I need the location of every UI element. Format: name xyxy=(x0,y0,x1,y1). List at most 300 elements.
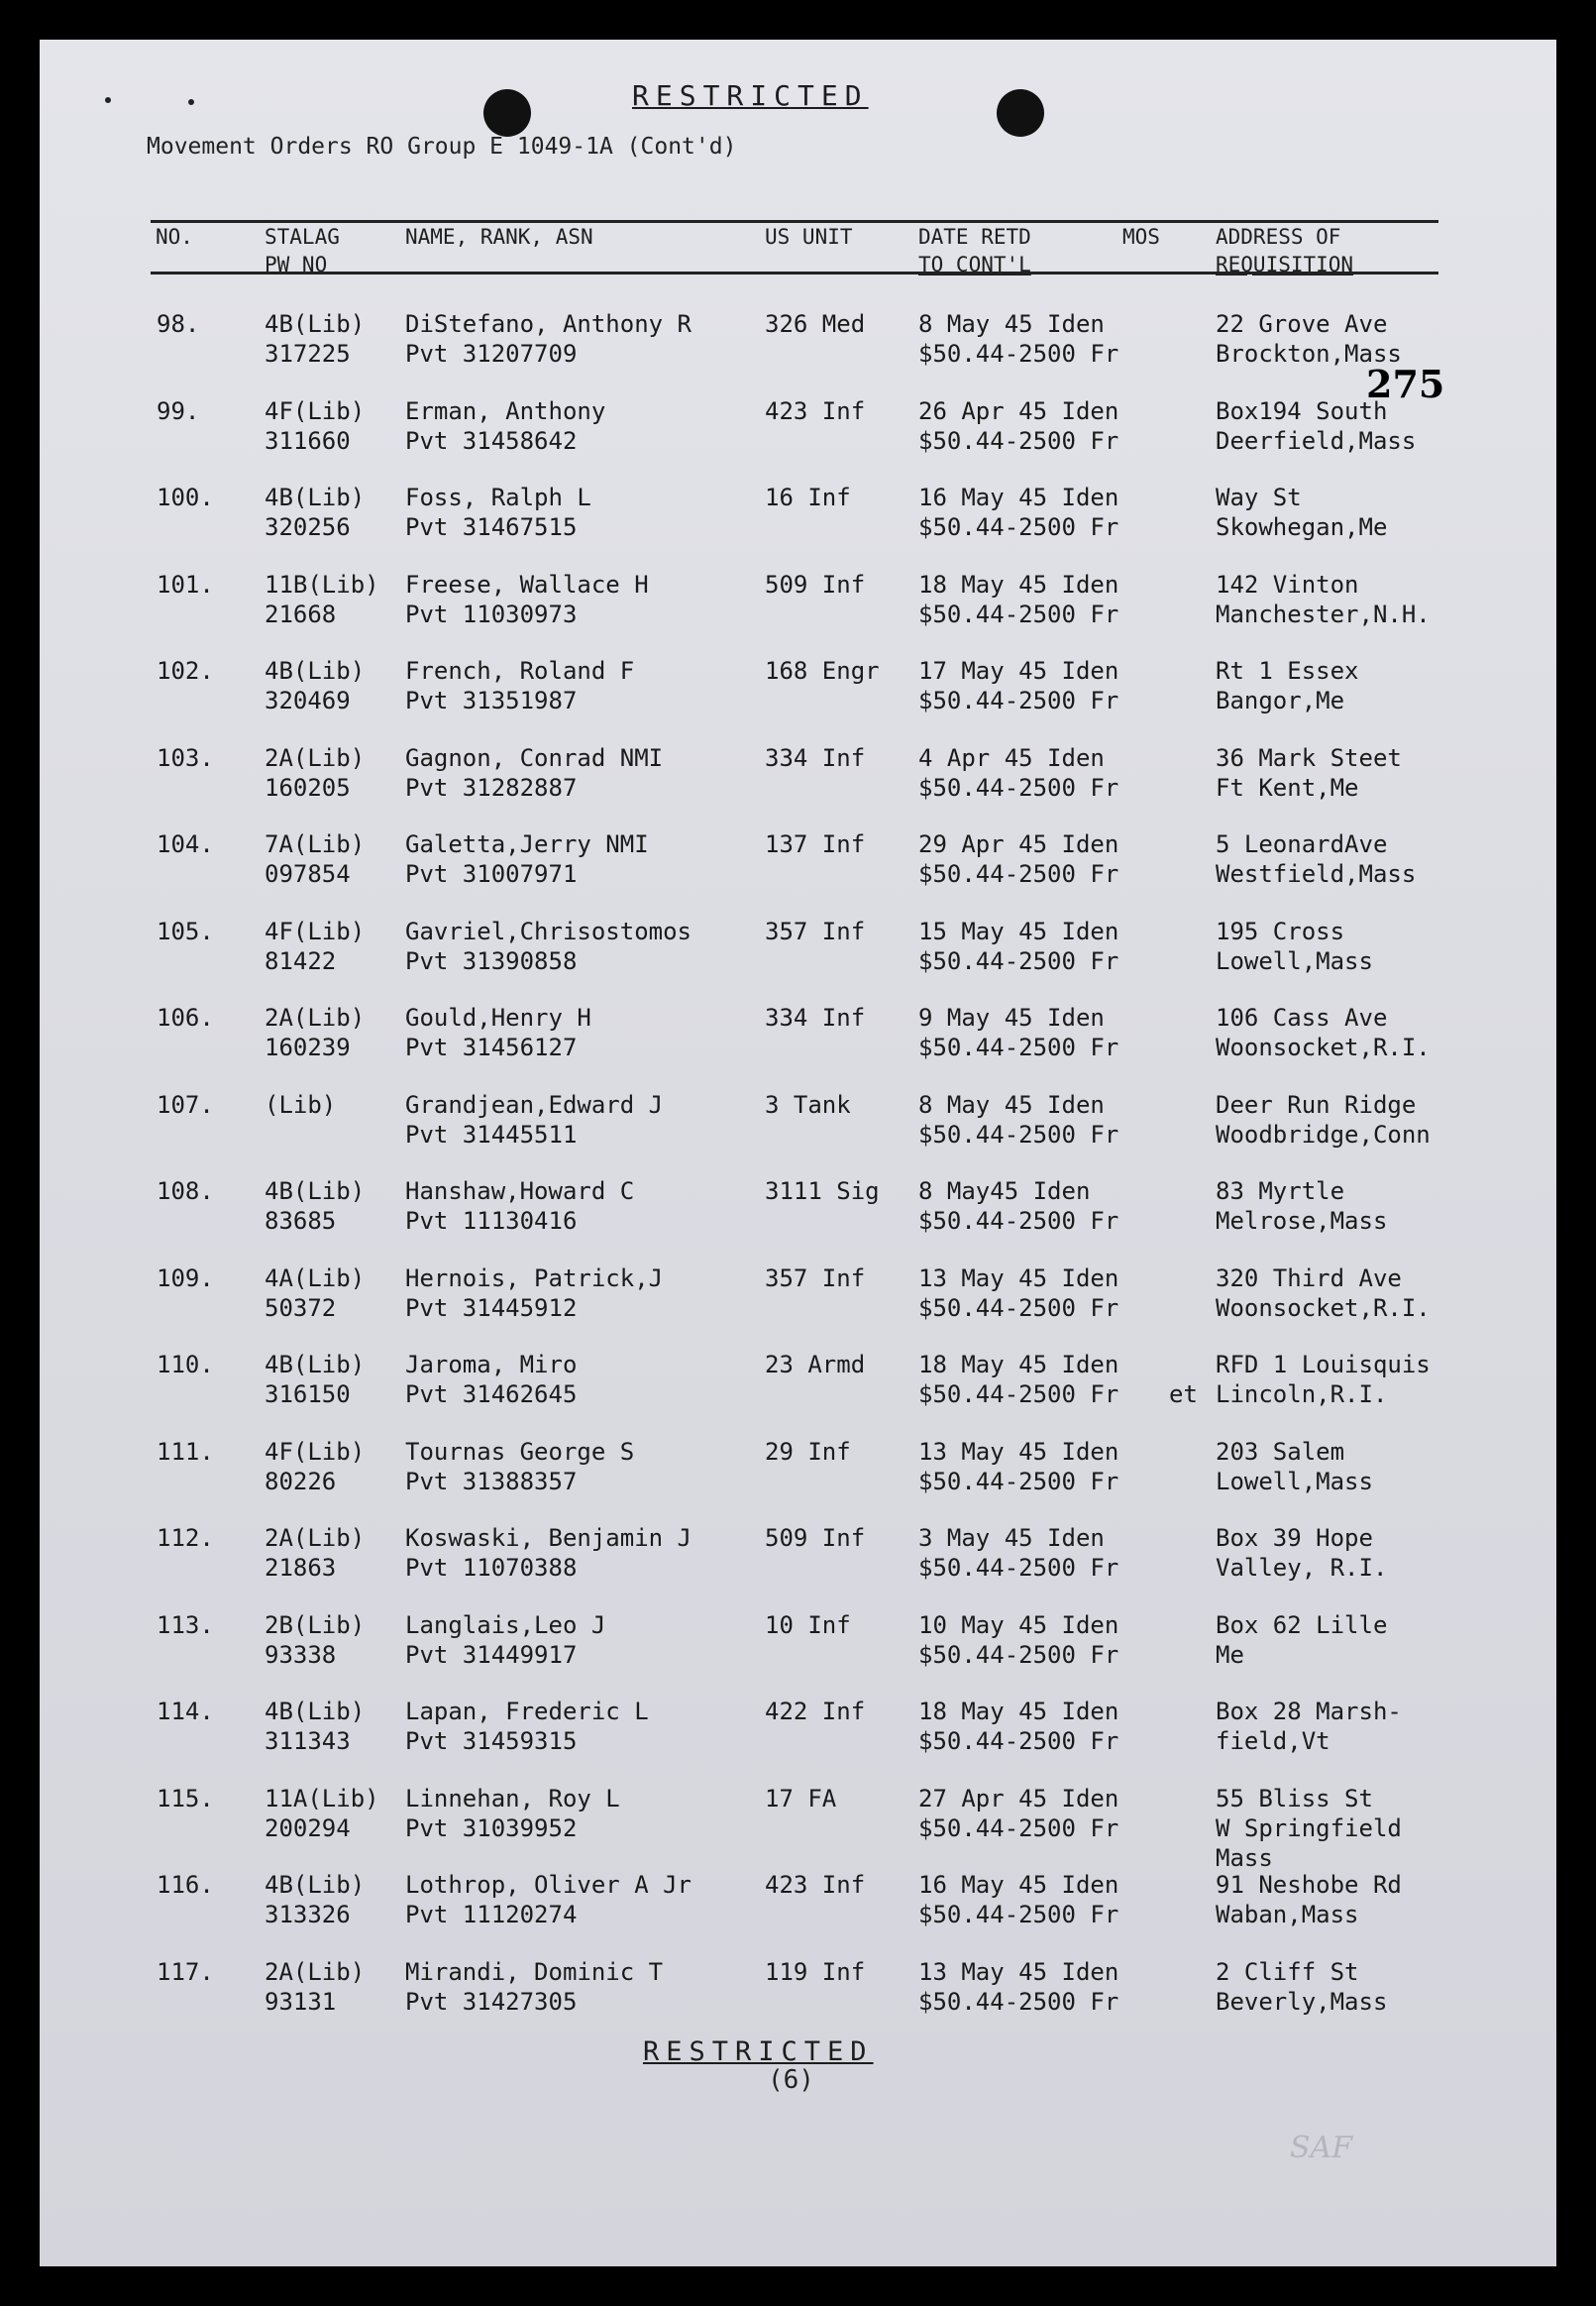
stalag-pw-number-line: 4B(Lib) xyxy=(265,1177,366,1205)
address-line: Lowell,Mass xyxy=(1216,1468,1373,1495)
address-line: Waban,Mass xyxy=(1216,1901,1359,1928)
stalag-pw-number-line: 7A(Lib) xyxy=(265,830,366,858)
name-rank-asn xyxy=(405,829,649,889)
date-returned xyxy=(918,309,1118,369)
date-returned-line: $50.44-2500 Fr xyxy=(918,340,1119,368)
us-unit xyxy=(765,1523,865,1553)
name-rank-asn-line: Koswaski, Benjamin J xyxy=(405,1524,692,1552)
row-number-line: 100. xyxy=(157,484,214,511)
table-row xyxy=(40,483,1556,544)
name-rank-asn-line: Pvt 31462645 xyxy=(405,1380,578,1408)
date-returned-line: $50.44-2500 Fr xyxy=(918,513,1119,541)
address xyxy=(1216,743,1402,803)
us-unit xyxy=(765,1003,865,1033)
row-number xyxy=(157,1090,214,1120)
address-line: Way St xyxy=(1216,484,1302,511)
name-rank-asn-line: DiStefano, Anthony R xyxy=(405,310,692,338)
row-number-line: 113. xyxy=(157,1611,214,1639)
date-returned-line: 10 May 45 Iden xyxy=(918,1611,1119,1639)
stalag-pw-number-line: 316150 xyxy=(265,1380,351,1408)
date-returned-line: $50.44-2500 Fr xyxy=(918,1207,1119,1235)
address-line: 55 Bliss St xyxy=(1216,1785,1373,1812)
date-returned xyxy=(918,396,1118,456)
address xyxy=(1216,1957,1387,2017)
stalag-pw-number-line: 4B(Lib) xyxy=(265,657,366,685)
name-rank-asn-line: Langlais,Leo J xyxy=(405,1611,606,1639)
row-number xyxy=(157,656,214,686)
us-unit-line: 119 Inf xyxy=(765,1958,866,1986)
us-unit xyxy=(765,1784,836,1813)
us-unit-line: 3 Tank xyxy=(765,1091,851,1119)
row-number xyxy=(157,1784,214,1813)
column-header-stalag: STALAG PW NO xyxy=(265,225,340,276)
address xyxy=(1216,1263,1431,1323)
stalag-pw-number xyxy=(265,1523,365,1583)
row-number xyxy=(157,1437,214,1467)
us-unit xyxy=(765,396,865,426)
address-line: Skowhegan,Me xyxy=(1216,513,1388,541)
row-number xyxy=(157,1350,214,1379)
date-returned-line: 18 May 45 Iden xyxy=(918,1698,1119,1725)
us-unit xyxy=(765,743,865,773)
name-rank-asn-line: Pvt 31207709 xyxy=(405,340,578,368)
stalag-pw-number-line: 2A(Lib) xyxy=(265,1004,366,1032)
row-number xyxy=(157,1003,214,1033)
row-number-line: 106. xyxy=(157,1004,214,1032)
stalag-pw-number-line: 317225 xyxy=(265,340,351,368)
row-number-line: 108. xyxy=(157,1177,214,1205)
stalag-pw-number-line: 80226 xyxy=(265,1468,337,1495)
row-number-line: 114. xyxy=(157,1698,214,1725)
table-row xyxy=(40,829,1556,891)
stalag-pw-number xyxy=(265,1003,365,1062)
row-number-line: 105. xyxy=(157,918,214,945)
row-number-line: 107. xyxy=(157,1091,214,1119)
ink-speck xyxy=(188,99,194,105)
stalag-pw-number xyxy=(265,1350,365,1409)
row-number-line: 101. xyxy=(157,571,214,599)
stalag-pw-number-line: 4B(Lib) xyxy=(265,1871,366,1899)
name-rank-asn xyxy=(405,1870,692,1929)
row-number xyxy=(157,1870,214,1900)
row-number-line: 110. xyxy=(157,1351,214,1378)
address-line: Mass xyxy=(1216,1844,1273,1872)
page-stamp-number: 275 xyxy=(1366,362,1445,406)
name-rank-asn-line: Gagnon, Conrad NMI xyxy=(405,744,664,772)
date-returned-line: 16 May 45 Iden xyxy=(918,484,1119,511)
date-returned xyxy=(918,1784,1118,1843)
row-number xyxy=(157,917,214,946)
address-line: 195 Cross xyxy=(1216,918,1345,945)
stalag-pw-number xyxy=(265,1090,336,1120)
table-row xyxy=(40,1870,1556,1931)
address-line: Bangor,Me xyxy=(1216,687,1345,714)
name-rank-asn-line: Grandjean,Edward J xyxy=(405,1091,664,1119)
us-unit xyxy=(765,1176,880,1206)
name-rank-asn xyxy=(405,656,634,715)
us-unit-line: 423 Inf xyxy=(765,1871,866,1899)
us-unit-line: 357 Inf xyxy=(765,918,866,945)
date-returned-line: 26 Apr 45 Iden xyxy=(918,397,1119,425)
date-returned xyxy=(918,917,1118,976)
row-number-line: 102. xyxy=(157,657,214,685)
address xyxy=(1216,917,1373,976)
row-number xyxy=(157,309,199,339)
table-row xyxy=(40,1784,1556,1872)
row-number-line: 104. xyxy=(157,830,214,858)
date-returned xyxy=(918,656,1118,715)
name-rank-asn-line: Pvt 31007971 xyxy=(405,860,578,888)
name-rank-asn-line: Lothrop, Oliver A Jr xyxy=(405,1871,692,1899)
name-rank-asn xyxy=(405,1697,649,1756)
address-line: 5 LeonardAve xyxy=(1216,830,1388,858)
us-unit-line: 17 FA xyxy=(765,1785,837,1812)
table-row xyxy=(40,1090,1556,1152)
stalag-pw-number-line: 21863 xyxy=(265,1554,337,1582)
us-unit xyxy=(765,917,865,946)
name-rank-asn-line: Linnehan, Roy L xyxy=(405,1785,620,1812)
header-rule xyxy=(151,272,1438,275)
name-rank-asn-line: French, Roland F xyxy=(405,657,635,685)
stalag-pw-number-line: 21668 xyxy=(265,601,337,628)
address-line: Beverly,Mass xyxy=(1216,1988,1388,2016)
address xyxy=(1216,483,1387,542)
table-row xyxy=(40,1003,1556,1064)
date-returned-line: 8 May 45 Iden xyxy=(918,1091,1105,1119)
name-rank-asn-line: Erman, Anthony xyxy=(405,397,606,425)
date-returned xyxy=(918,1350,1118,1409)
date-returned-line: 27 Apr 45 Iden xyxy=(918,1785,1119,1812)
stalag-pw-number-line: 311660 xyxy=(265,427,351,455)
address-line: field,Vt xyxy=(1216,1727,1330,1755)
stalag-pw-number-line: 160205 xyxy=(265,774,351,802)
us-unit-line: 422 Inf xyxy=(765,1698,866,1725)
date-returned-line: $50.44-2500 Fr xyxy=(918,1468,1119,1495)
column-header-no: NO. xyxy=(156,225,193,249)
address xyxy=(1216,1350,1431,1409)
stalag-pw-number xyxy=(265,743,365,803)
name-rank-asn-line: Pvt 31282887 xyxy=(405,774,578,802)
row-number-line: 112. xyxy=(157,1524,214,1552)
row-number xyxy=(157,396,199,426)
name-rank-asn-line: Mirandi, Dominic T xyxy=(405,1958,664,1986)
date-returned-line: $50.44-2500 Fr xyxy=(918,687,1119,714)
date-returned-line: 17 May 45 Iden xyxy=(918,657,1119,685)
us-unit xyxy=(765,1957,865,1987)
name-rank-asn-line: Galetta,Jerry NMI xyxy=(405,830,649,858)
stalag-pw-number xyxy=(265,656,365,715)
name-rank-asn-line: Pvt 31467515 xyxy=(405,513,578,541)
us-unit-line: 137 Inf xyxy=(765,830,866,858)
address-line: 203 Salem xyxy=(1216,1438,1345,1466)
date-returned-line: $50.44-2500 Fr xyxy=(918,1814,1119,1842)
us-unit-line: 423 Inf xyxy=(765,397,866,425)
stalag-pw-number-line: 11B(Lib) xyxy=(265,571,379,599)
stalag-pw-number-line: 4F(Lib) xyxy=(265,1438,366,1466)
stalag-pw-number xyxy=(265,1610,365,1670)
stalag-pw-number xyxy=(265,309,365,369)
table-row xyxy=(40,570,1556,631)
us-unit-line: 10 Inf xyxy=(765,1611,851,1639)
address xyxy=(1216,396,1416,456)
address-line: Deerfield,Mass xyxy=(1216,427,1417,455)
stalag-pw-number xyxy=(265,570,379,629)
name-rank-asn-line: Foss, Ralph L xyxy=(405,484,591,511)
stalag-pw-number-line: 50372 xyxy=(265,1294,337,1322)
row-number xyxy=(157,483,214,512)
address xyxy=(1216,1176,1387,1236)
punch-hole xyxy=(483,89,531,137)
stalag-pw-number xyxy=(265,1957,365,2017)
address xyxy=(1216,1437,1373,1496)
row-number-line: 115. xyxy=(157,1785,214,1812)
address xyxy=(1216,1870,1402,1929)
name-rank-asn-line: Pvt 31449917 xyxy=(405,1641,578,1669)
us-unit xyxy=(765,1437,851,1467)
row-number-line: 116. xyxy=(157,1871,214,1899)
address xyxy=(1216,1697,1402,1756)
name-rank-asn xyxy=(405,1176,634,1236)
table-row xyxy=(40,309,1556,371)
stalag-pw-number-line: 4B(Lib) xyxy=(265,310,366,338)
date-returned xyxy=(918,1176,1118,1236)
column-header-mos: MOS xyxy=(1122,225,1160,249)
name-rank-asn-line: Pvt 11070388 xyxy=(405,1554,578,1582)
address-line: Manchester,N.H. xyxy=(1216,601,1431,628)
address-line: Woodbridge,Conn xyxy=(1216,1121,1431,1149)
stalag-pw-number-line: 4F(Lib) xyxy=(265,397,366,425)
date-returned xyxy=(918,570,1118,629)
stalag-pw-number-line: 4B(Lib) xyxy=(265,1698,366,1725)
address-line: Me xyxy=(1216,1641,1244,1669)
table-row xyxy=(40,656,1556,717)
name-rank-asn-line: Freese, Wallace H xyxy=(405,571,649,599)
us-unit xyxy=(765,483,851,512)
name-rank-asn-line: Pvt 11030973 xyxy=(405,601,578,628)
address xyxy=(1216,829,1416,889)
date-returned-line: $50.44-2500 Fr xyxy=(918,601,1119,628)
stalag-pw-number xyxy=(265,1437,365,1496)
name-rank-asn xyxy=(405,483,591,542)
stalag-pw-number-line: 097854 xyxy=(265,860,351,888)
name-rank-asn xyxy=(405,1263,663,1323)
date-returned-line: $50.44-2500 Fr xyxy=(918,860,1119,888)
stalag-pw-number-line: 93338 xyxy=(265,1641,337,1669)
row-number xyxy=(157,1523,214,1553)
date-returned-line: 9 May 45 Iden xyxy=(918,1004,1105,1032)
address-line: 36 Mark Steet xyxy=(1216,744,1402,772)
address xyxy=(1216,570,1431,629)
address xyxy=(1216,1523,1387,1583)
name-rank-asn-line: Pvt 31388357 xyxy=(405,1468,578,1495)
address-line: Woonsocket,R.I. xyxy=(1216,1294,1431,1322)
name-rank-asn-line: Pvt 31458642 xyxy=(405,427,578,455)
stalag-pw-number xyxy=(265,1176,365,1236)
column-header-address: ADDRESS OF REQUISITION xyxy=(1216,225,1354,276)
table-row xyxy=(40,1176,1556,1238)
us-unit-line: 509 Inf xyxy=(765,571,866,599)
stalag-pw-number xyxy=(265,1870,365,1929)
name-rank-asn xyxy=(405,570,649,629)
row-number-line: 98. xyxy=(157,310,200,338)
address xyxy=(1216,1784,1402,1873)
date-returned-line: 18 May 45 Iden xyxy=(918,571,1119,599)
table-row xyxy=(40,1523,1556,1585)
name-rank-asn xyxy=(405,1610,605,1670)
date-returned-line: $50.44-2500 Fr xyxy=(918,1294,1119,1322)
date-returned-line: 8 May 45 Iden xyxy=(918,310,1105,338)
address-line: Box 39 Hope xyxy=(1216,1524,1373,1552)
address-line: Deer Run Ridge xyxy=(1216,1091,1417,1119)
name-rank-asn-line: Gavriel,Chrisostomos xyxy=(405,918,692,945)
us-unit-line: 326 Med xyxy=(765,310,866,338)
stalag-pw-number-line: 320256 xyxy=(265,513,351,541)
stalag-pw-number xyxy=(265,1263,365,1323)
address-line: Lincoln,R.I. xyxy=(1216,1380,1388,1408)
table-row xyxy=(40,743,1556,805)
address-line: Rt 1 Essex xyxy=(1216,657,1359,685)
date-returned-line: 18 May 45 Iden xyxy=(918,1351,1119,1378)
column-header-name: NAME, RANK, ASN xyxy=(405,225,593,249)
row-number-line: 111. xyxy=(157,1438,214,1466)
name-rank-asn-line: Pvt 31445912 xyxy=(405,1294,578,1322)
address-line: 83 Myrtle xyxy=(1216,1177,1345,1205)
stalag-pw-number-line: 320469 xyxy=(265,687,351,714)
date-returned xyxy=(918,483,1118,542)
table-row xyxy=(40,1437,1556,1498)
date-returned-line: $50.44-2500 Fr xyxy=(918,1380,1119,1408)
address-line: RFD 1 Louisquis xyxy=(1216,1351,1431,1378)
name-rank-asn xyxy=(405,1957,663,2017)
stalag-pw-number-line: (Lib) xyxy=(265,1091,337,1119)
classification-header: RESTRICTED xyxy=(632,79,869,112)
us-unit xyxy=(765,1610,851,1640)
stalag-pw-number-line: 81422 xyxy=(265,947,337,975)
address-line: Box194 South xyxy=(1216,397,1388,425)
stalag-pw-number-line: 93131 xyxy=(265,1988,337,2016)
address-line: Lowell,Mass xyxy=(1216,947,1373,975)
stalag-pw-number-line: 4F(Lib) xyxy=(265,918,366,945)
page-number: (6) xyxy=(768,2065,814,2095)
address-line: Ft Kent,Me xyxy=(1216,774,1359,802)
stalag-pw-number-line: 83685 xyxy=(265,1207,337,1235)
address-line: 106 Cass Ave xyxy=(1216,1004,1388,1032)
name-rank-asn-line: Tournas George S xyxy=(405,1438,635,1466)
address xyxy=(1216,309,1402,369)
us-unit-line: 334 Inf xyxy=(765,1004,866,1032)
us-unit xyxy=(765,656,880,686)
stalag-pw-number xyxy=(265,1784,379,1843)
stalag-pw-number-line: 2A(Lib) xyxy=(265,744,366,772)
date-returned-line: $50.44-2500 Fr xyxy=(918,1554,1119,1582)
address-line: 2 Cliff St xyxy=(1216,1958,1359,1986)
name-rank-asn-line: Pvt 31459315 xyxy=(405,1727,578,1755)
address-line: Brockton,Mass xyxy=(1216,340,1402,368)
address xyxy=(1216,1090,1431,1150)
name-rank-asn-line: Hernois, Patrick,J xyxy=(405,1264,664,1292)
name-rank-asn xyxy=(405,1437,634,1496)
date-returned-line: 3 May 45 Iden xyxy=(918,1524,1105,1552)
date-returned xyxy=(918,1610,1118,1670)
stalag-pw-number-line: 160239 xyxy=(265,1034,351,1061)
date-returned xyxy=(918,1870,1118,1929)
date-returned-line: $50.44-2500 Fr xyxy=(918,1901,1119,1928)
row-number xyxy=(157,829,214,859)
date-returned xyxy=(918,1523,1118,1583)
address-line: Melrose,Mass xyxy=(1216,1207,1388,1235)
row-number xyxy=(157,1610,214,1640)
address-line: Woonsocket,R.I. xyxy=(1216,1034,1431,1061)
address-line: 91 Neshobe Rd xyxy=(1216,1871,1402,1899)
name-rank-asn xyxy=(405,309,692,369)
address-line: 22 Grove Ave xyxy=(1216,310,1388,338)
column-header-unit: US UNIT xyxy=(765,225,853,249)
date-returned-line: $50.44-2500 Fr xyxy=(918,1121,1119,1149)
document-subtitle: Movement Orders RO Group E 1049-1A (Cont'd) xyxy=(147,134,737,160)
us-unit xyxy=(765,1090,851,1120)
stalag-pw-number-line: 4A(Lib) xyxy=(265,1264,366,1292)
table-row xyxy=(40,1350,1556,1411)
date-returned xyxy=(918,1437,1118,1496)
date-returned-line: 13 May 45 Iden xyxy=(918,1264,1119,1292)
document-page xyxy=(40,40,1556,2266)
us-unit xyxy=(765,1263,865,1293)
stalag-pw-number xyxy=(265,829,365,889)
row-number xyxy=(157,1697,214,1726)
date-returned-line: $50.44-2500 Fr xyxy=(918,1727,1119,1755)
table-row xyxy=(40,1697,1556,1758)
date-returned xyxy=(918,1957,1118,2017)
address-line: Westfield,Mass xyxy=(1216,860,1417,888)
us-unit-line: 23 Armd xyxy=(765,1351,866,1378)
table-row xyxy=(40,1957,1556,2019)
name-rank-asn-line: Pvt 11130416 xyxy=(405,1207,578,1235)
name-rank-asn-line: Lapan, Frederic L xyxy=(405,1698,649,1725)
name-rank-asn xyxy=(405,396,605,456)
table-row xyxy=(40,1610,1556,1672)
date-returned-line: $50.44-2500 Fr xyxy=(918,1034,1119,1061)
date-returned xyxy=(918,1090,1118,1150)
row-number xyxy=(157,743,214,773)
stalag-pw-number-line: 2A(Lib) xyxy=(265,1958,366,1986)
name-rank-asn-line: Pvt 31445511 xyxy=(405,1121,578,1149)
address-line: 320 Third Ave xyxy=(1216,1264,1402,1292)
name-rank-asn-line: Jaroma, Miro xyxy=(405,1351,578,1378)
date-returned xyxy=(918,743,1118,803)
name-rank-asn-line: Pvt 31039952 xyxy=(405,1814,578,1842)
date-returned-line: 8 May45 Iden xyxy=(918,1177,1091,1205)
name-rank-asn-line: Hanshaw,Howard C xyxy=(405,1177,635,1205)
table-row xyxy=(40,917,1556,978)
us-unit-line: 509 Inf xyxy=(765,1524,866,1552)
stalag-pw-number-line: 4B(Lib) xyxy=(265,484,366,511)
stalag-pw-number xyxy=(265,1697,365,1756)
stalag-pw-number-line: 311343 xyxy=(265,1727,351,1755)
stalag-pw-number-line: 2B(Lib) xyxy=(265,1611,366,1639)
us-unit-line: 357 Inf xyxy=(765,1264,866,1292)
stalag-pw-number xyxy=(265,483,365,542)
stalag-pw-number-line: 200294 xyxy=(265,1814,351,1842)
address xyxy=(1216,1003,1431,1062)
table-row xyxy=(40,1263,1556,1325)
date-returned-line: 13 May 45 Iden xyxy=(918,1438,1119,1466)
name-rank-asn-line: Pvt 31456127 xyxy=(405,1034,578,1061)
stalag-pw-number-line: 4B(Lib) xyxy=(265,1351,366,1378)
date-returned-line: $50.44-2500 Fr xyxy=(918,774,1119,802)
name-rank-asn-line: Pvt 11120274 xyxy=(405,1901,578,1928)
date-returned-line: 13 May 45 Iden xyxy=(918,1958,1119,1986)
initials-mark: SAF xyxy=(1290,2131,1353,2165)
